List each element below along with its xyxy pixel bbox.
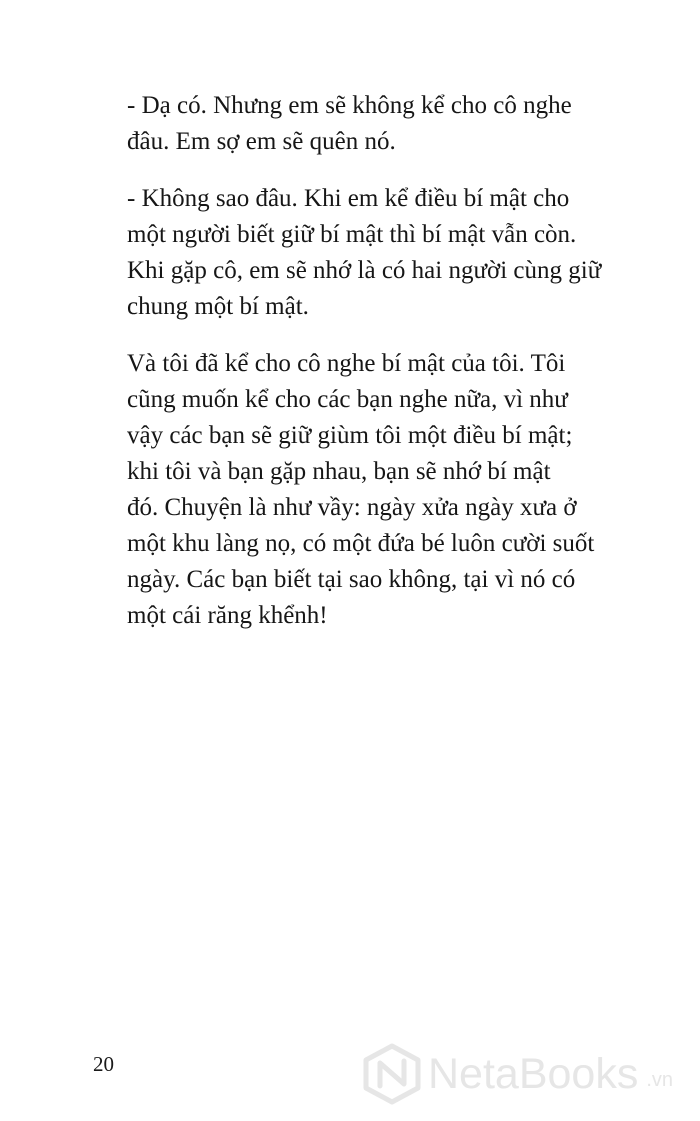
text-line: vậy các bạn sẽ giữ giùm tôi một điều bí mật;	[127, 422, 573, 449]
text-line: một cái răng khểnh!	[127, 602, 328, 629]
text-line: chung một bí mật.	[127, 293, 309, 320]
netabooks-logo-icon	[362, 1043, 422, 1105]
watermark	[362, 1042, 692, 1106]
text-line: - Không sao đâu. Khi em kể điều bí mật cho	[127, 185, 570, 212]
text-line: Khi gặp cô, em sẽ nhớ là có hai người cùng giữ	[127, 257, 602, 284]
text-line: Và tôi đã kể cho cô nghe bí mật của tôi. Tôi	[127, 350, 566, 377]
text-line: - Dạ có. Nhưng em sẽ không kể cho cô nghe	[127, 92, 572, 119]
text-line: đâu. Em sợ em sẽ quên nó.	[127, 128, 396, 155]
text-line: khi tôi và bạn gặp nhau, bạn sẽ nhớ bí mật	[127, 458, 551, 485]
body-text	[118, 88, 602, 655]
text-line: ngày. Các bạn biết tại sao không, tại vì nó có	[127, 566, 576, 593]
paragraph-1	[118, 88, 602, 160]
text-line: cũng muốn kể cho các bạn nghe nữa, vì như	[127, 386, 568, 413]
watermark-suffix: .vn	[646, 1068, 674, 1091]
paragraph-2	[118, 181, 602, 325]
text-line: một người biết giữ bí mật thì bí mật vẫn còn.	[127, 221, 577, 248]
paragraph-3	[118, 346, 602, 634]
watermark-brand: NetaBooks	[428, 1049, 639, 1098]
text-line: đó. Chuyện là như vầy: ngày xửa ngày xưa ở	[127, 494, 577, 521]
text-line: một khu làng nọ, có một đứa bé luôn cười suốt	[127, 530, 595, 557]
page-number: 20	[93, 1052, 114, 1076]
